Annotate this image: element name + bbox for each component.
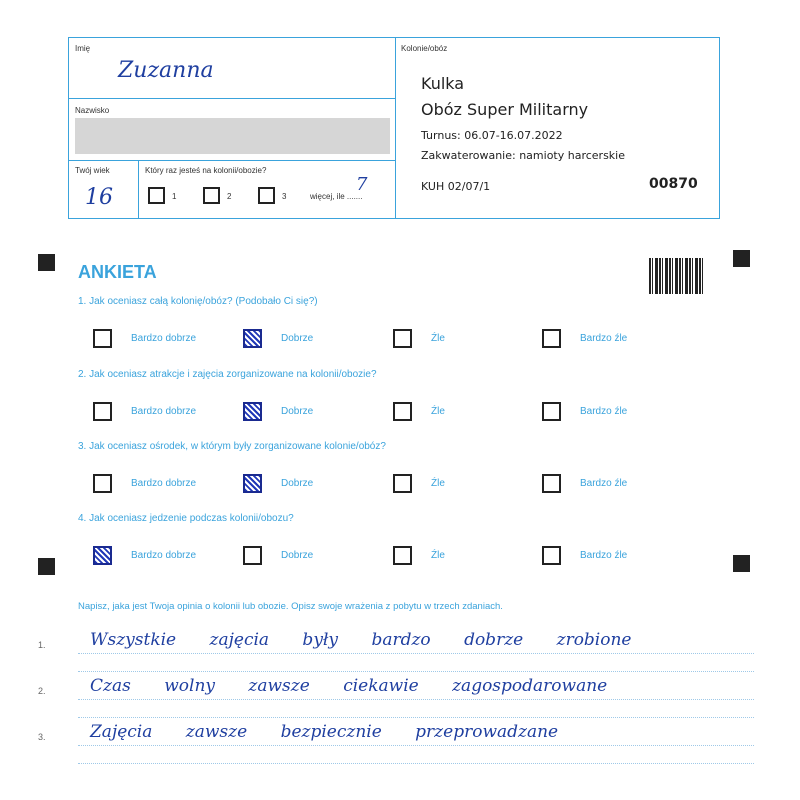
q2-option-2-label: Dobrze: [281, 406, 314, 417]
opinion-line-number: 1.: [38, 640, 46, 650]
question-4-text: 4. Jak oceniasz jedzenie podczas kolonii/obozu?: [78, 513, 294, 524]
more-label: więcej, ile .......: [310, 192, 363, 201]
q1-option-4-checkbox[interactable]: [542, 329, 561, 348]
camp-label: Kolonie/obóz: [401, 44, 448, 53]
redacted-surname: [75, 118, 390, 154]
q2-option-4-label: Bardzo źle: [580, 406, 628, 417]
registration-marker: [733, 555, 750, 572]
opinion-handwritten-text: Zajęcia zawsze bezpiecznie przeprowadzane: [90, 722, 559, 742]
times-checkbox-1[interactable]: [148, 187, 165, 204]
q2-option-3-checkbox[interactable]: [393, 402, 412, 421]
q4-option-1-checkbox[interactable]: [93, 546, 112, 565]
camp-name: Kulka: [421, 74, 465, 93]
more-value: 7: [356, 174, 368, 195]
divider: [68, 98, 395, 99]
camp-type: Obóz Super Militarny: [421, 100, 589, 119]
question-1-text: 1. Jak oceniasz całą kolonię/obóz? (Podobało Ci się?): [78, 296, 318, 307]
accommodation: Zakwaterowanie: namioty harcerskie: [421, 149, 625, 162]
q2-option-3-label: Źle: [431, 406, 445, 417]
q4-option-2-checkbox[interactable]: [243, 546, 262, 565]
q1-option-2-checkbox[interactable]: [243, 329, 262, 348]
survey-title: ANKIETA: [78, 262, 157, 282]
q1-option-3-label: Źle: [431, 333, 445, 344]
opinion-writing-line: [78, 699, 754, 700]
q4-option-2-label: Dobrze: [281, 550, 314, 561]
q2-option-1-label: Bardzo dobrze: [131, 406, 197, 417]
opinion-writing-line: [78, 745, 754, 746]
q4-option-1-label: Bardzo dobrze: [131, 550, 197, 561]
opinion-writing-line: [78, 763, 754, 764]
times-label: Który raz jesteś na kolonii/obozie?: [145, 166, 267, 175]
opinion-line-number: 2.: [38, 686, 46, 696]
registration-marker: [733, 250, 750, 267]
q4-option-3-checkbox[interactable]: [393, 546, 412, 565]
registration-marker: [38, 254, 55, 271]
name-value: Zuzanna: [118, 58, 214, 83]
registration-marker: [38, 558, 55, 575]
q1-option-3-checkbox[interactable]: [393, 329, 412, 348]
opinion-handwritten-text: Czas wolny zawsze ciekawie zagospodarowane: [90, 676, 608, 696]
times-option-2: 2: [227, 192, 232, 201]
times-checkbox-2[interactable]: [203, 187, 220, 204]
barcode: [649, 258, 703, 294]
times-option-3: 3: [282, 192, 287, 201]
q1-option-4-label: Bardzo źle: [580, 333, 628, 344]
q1-option-1-label: Bardzo dobrze: [131, 333, 197, 344]
question-2-text: 2. Jak oceniasz atrakcje i zajęcia zorganizowane na kolonii/obozie?: [78, 369, 377, 380]
turnus: Turnus: 06.07-16.07.2022: [421, 129, 563, 142]
q1-option-1-checkbox[interactable]: [93, 329, 112, 348]
q3-option-2-checkbox[interactable]: [243, 474, 262, 493]
opinion-line-number: 3.: [38, 732, 46, 742]
q1-option-2-label: Dobrze: [281, 333, 314, 344]
camp-code: KUH 02/07/1: [421, 180, 491, 193]
opinion-writing-line: [78, 717, 754, 718]
times-checkbox-3[interactable]: [258, 187, 275, 204]
age-value: 16: [85, 185, 113, 210]
divider: [68, 160, 395, 161]
q2-option-1-checkbox[interactable]: [93, 402, 112, 421]
q3-option-2-label: Dobrze: [281, 478, 314, 489]
question-3-text: 3. Jak oceniasz ośrodek, w którym były zorganizowane kolonie/obóz?: [78, 441, 386, 452]
surname-label: Nazwisko: [75, 106, 110, 115]
times-option-1: 1: [172, 192, 177, 201]
q3-option-1-label: Bardzo dobrze: [131, 478, 197, 489]
q3-option-4-checkbox[interactable]: [542, 474, 561, 493]
opinion-writing-line: [78, 653, 754, 654]
q3-option-3-label: Źle: [431, 478, 445, 489]
q4-option-3-label: Źle: [431, 550, 445, 561]
q4-option-4-checkbox[interactable]: [542, 546, 561, 565]
age-label: Twój wiek: [75, 166, 110, 175]
divider: [395, 37, 396, 219]
q2-option-2-checkbox[interactable]: [243, 402, 262, 421]
opinion-prompt: Napisz, jaka jest Twoja opinia o kolonii lub obozie. Opisz swoje wrażenia z pobytu w trzech zdaniach.: [78, 601, 503, 612]
name-label: Imię: [75, 44, 91, 53]
q3-option-1-checkbox[interactable]: [93, 474, 112, 493]
form-number: 00870: [649, 176, 698, 192]
opinion-writing-line: [78, 671, 754, 672]
q3-option-3-checkbox[interactable]: [393, 474, 412, 493]
q3-option-4-label: Bardzo źle: [580, 478, 628, 489]
q4-option-4-label: Bardzo źle: [580, 550, 628, 561]
opinion-handwritten-text: Wszystkie zajęcia były bardzo dobrze zrobione: [90, 630, 632, 650]
divider: [138, 160, 139, 219]
q2-option-4-checkbox[interactable]: [542, 402, 561, 421]
